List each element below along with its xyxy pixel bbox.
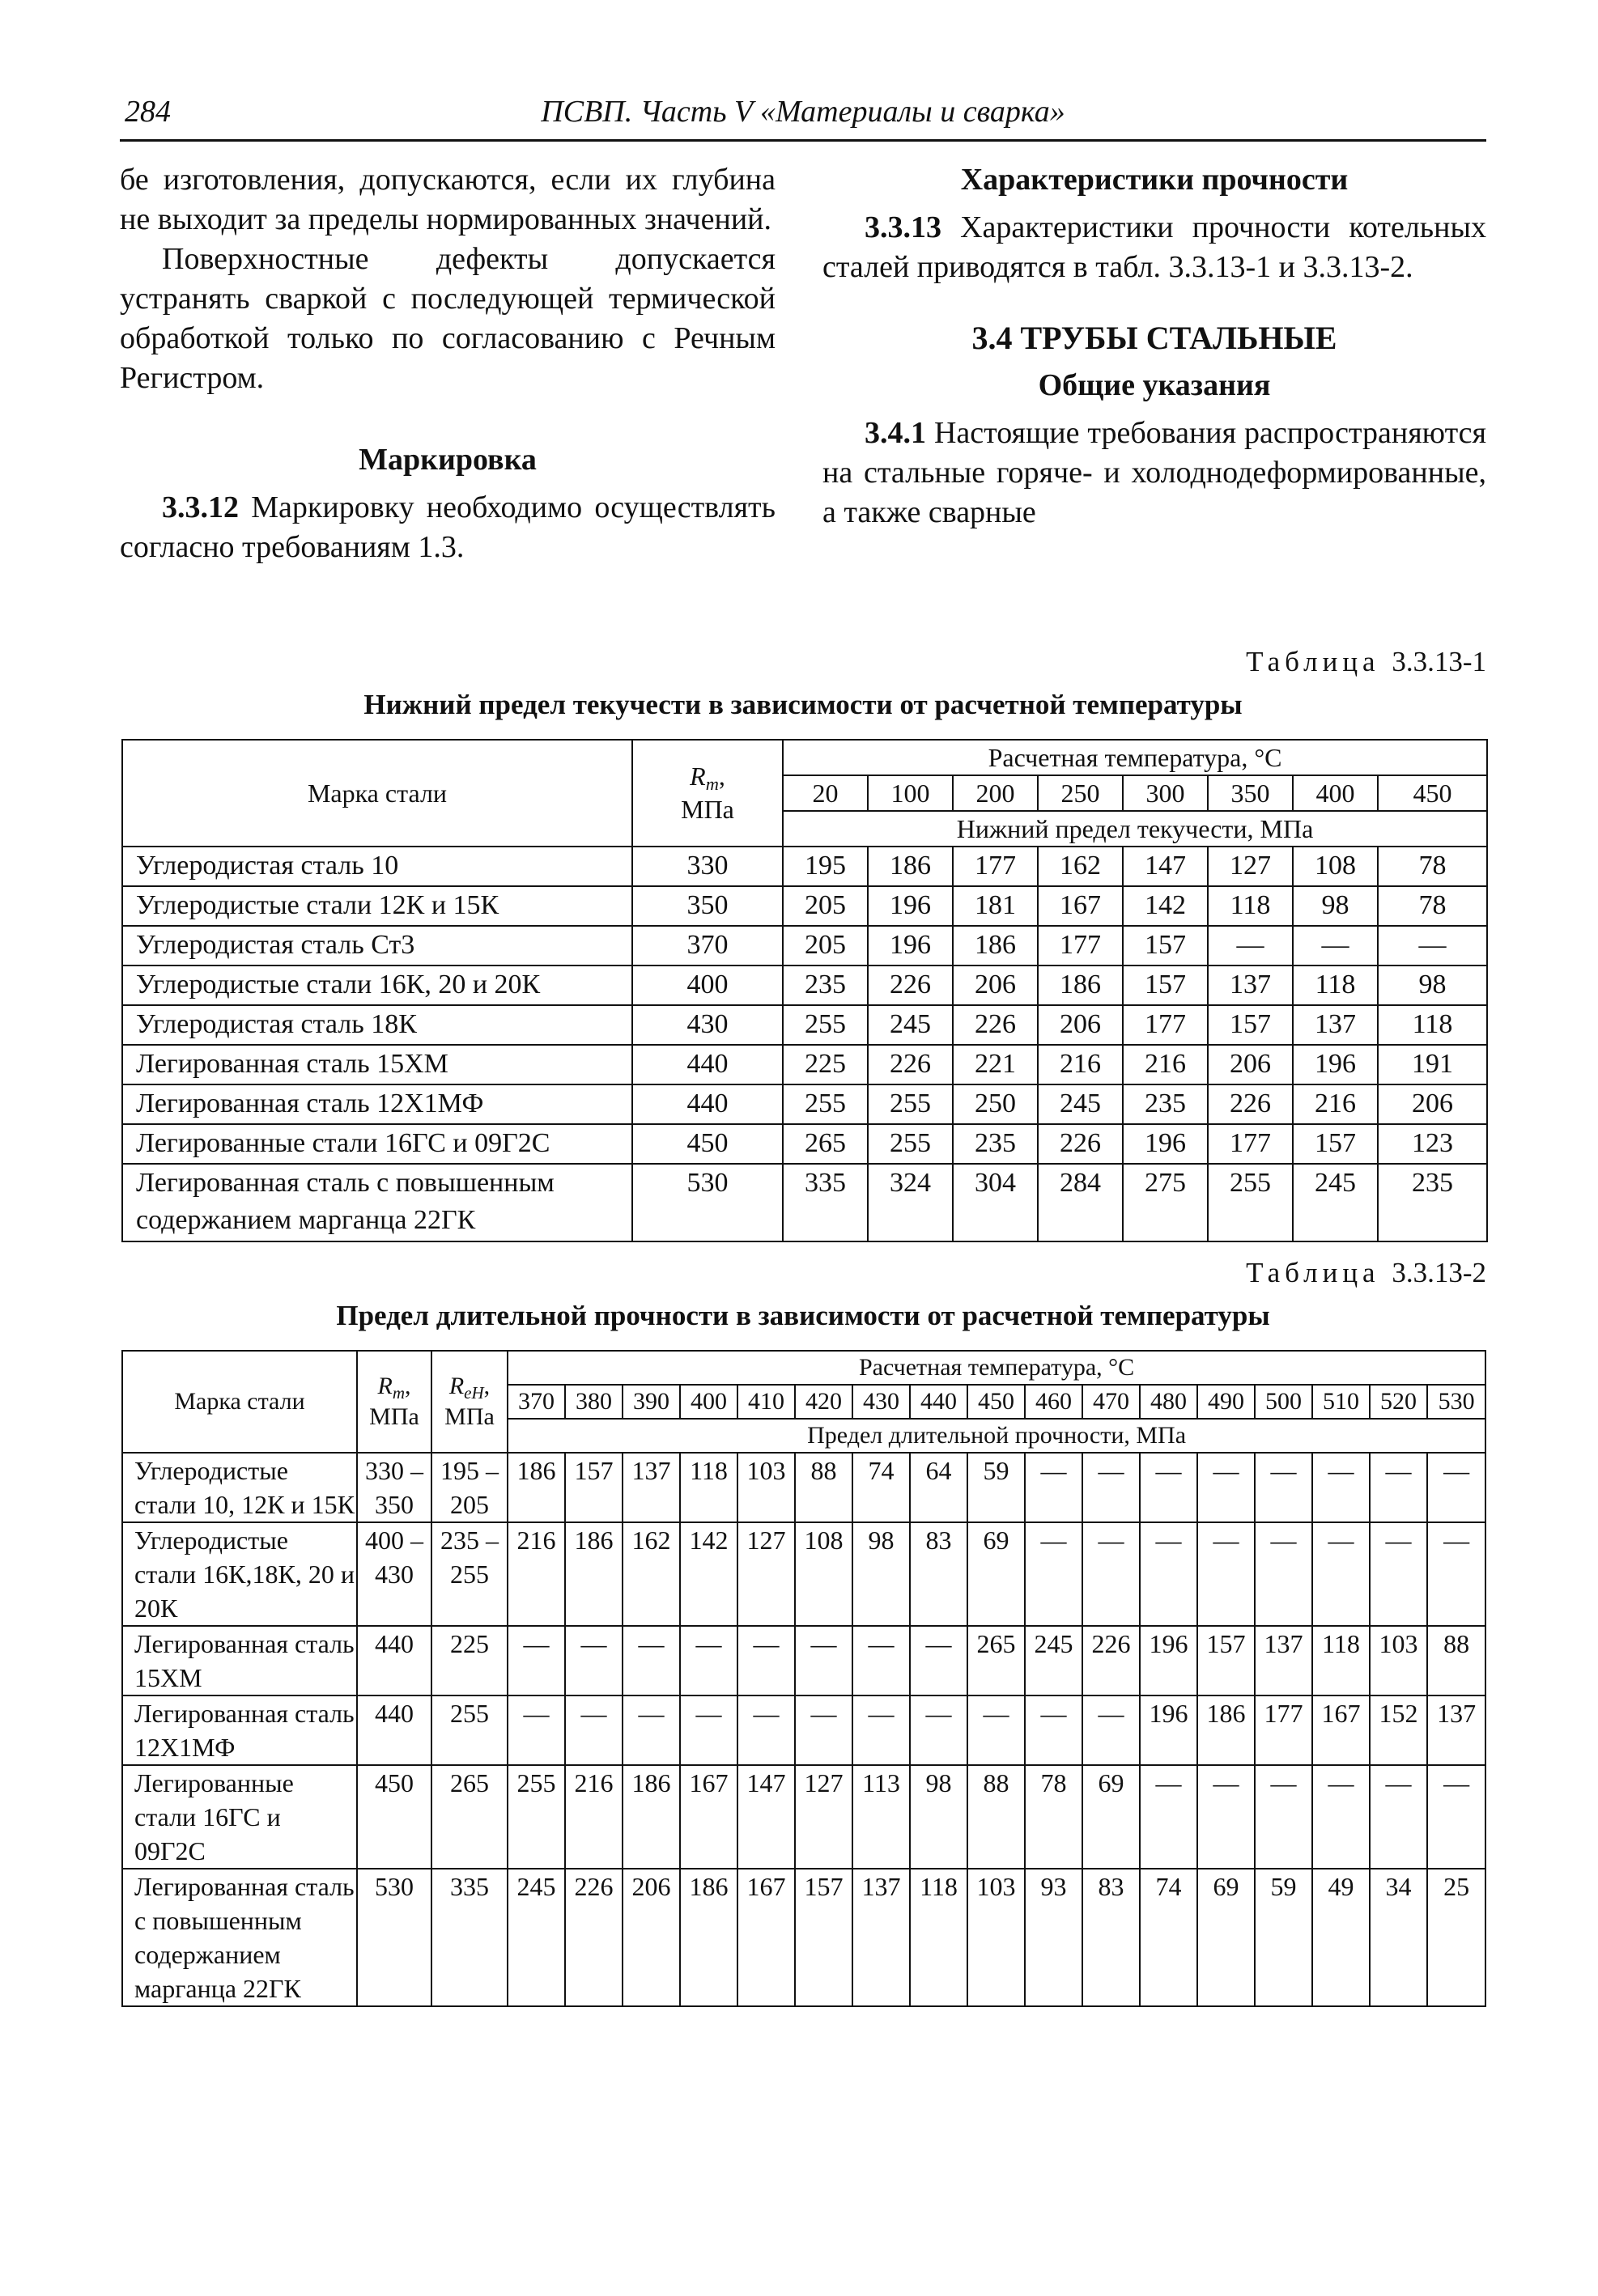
value-cell: 103 [737,1453,795,1522]
value-cell: 93 [1025,1869,1082,2006]
value-cell: 186 [953,926,1038,966]
left-column [120,160,776,567]
value-cell: — [1370,1765,1427,1869]
value-cell: — [1140,1765,1197,1869]
table-row [122,1869,1485,2006]
value-cell: 177 [1123,1005,1208,1045]
value-cell: 196 [868,886,953,926]
value-cell: — [1025,1453,1082,1522]
paragraph [822,414,1486,533]
temperature-header: 400 [1293,775,1378,811]
paragraph-text: Настоящие требования распространяются на стальные горяче- и холоднодеформированные, а также сварные [822,416,1486,529]
value-cell: 127 [737,1522,795,1626]
value-cell: — [795,1695,852,1765]
paragraph [822,208,1486,287]
steel-grade-cell: Легированная сталь с повышенным содержанием марганца 22ГК [122,1869,357,2006]
value-cell: 64 [910,1453,967,1522]
value-cell: 59 [967,1453,1025,1522]
value-cell: — [1082,1522,1140,1626]
value-cell: 284 [1038,1164,1123,1241]
rm-cell: 370 [632,926,783,966]
value-cell: 226 [868,966,953,1005]
value-cell: 83 [910,1522,967,1626]
rm-cell: 530 [357,1869,431,2006]
steel-grade-cell: Легированные стали 16ГС и 09Г2С [122,1124,632,1164]
value-cell: — [1312,1765,1370,1869]
value-cell: 137 [852,1869,910,2006]
table-row [122,847,1487,886]
temperature-header: 300 [1123,775,1208,811]
rm-cell: 350 [632,886,783,926]
temperature-header: 500 [1255,1385,1312,1419]
value-cell: — [910,1695,967,1765]
value-cell: 255 [868,1124,953,1164]
value-cell: 162 [1038,847,1123,886]
value-cell: — [1378,926,1487,966]
value-cell: 69 [1082,1765,1140,1869]
rm-cell: 450 [357,1765,431,1869]
paragraph-text: Маркировку необходимо осуществлять согласно требованиям 1.3. [120,490,776,564]
value-cell: 167 [680,1765,737,1869]
table-row [122,1005,1487,1045]
value-cell: 167 [1312,1695,1370,1765]
value-cell: — [1427,1453,1485,1522]
value-cell: 245 [1025,1626,1082,1695]
steel-grade-cell: Легированная сталь 12Х1МФ [122,1695,357,1765]
value-cell: 98 [852,1522,910,1626]
value-cell: — [1255,1453,1312,1522]
rm-cell: 400 – 430 [357,1522,431,1626]
value-cell: — [1293,926,1378,966]
temperature-header: 200 [953,775,1038,811]
rm-cell: 330 – 350 [357,1453,431,1522]
column-header-yield: Нижний предел текучести, МПа [783,811,1487,847]
column-header-rm: $R_m$, МПа [632,740,783,847]
value-cell: 216 [565,1765,623,1869]
temperature-header: 470 [1082,1385,1140,1419]
table-body [122,1453,1485,2006]
temperature-header: 390 [623,1385,680,1419]
rm-cell: 530 [632,1164,783,1241]
value-cell: — [1025,1695,1082,1765]
value-cell: 78 [1025,1765,1082,1869]
value-cell: 226 [868,1045,953,1084]
value-cell: — [680,1626,737,1695]
rm-cell: 430 [632,1005,783,1045]
value-cell: — [1370,1453,1427,1522]
value-cell: — [1255,1765,1312,1869]
value-cell: 69 [1197,1869,1255,2006]
value-cell: 206 [1378,1084,1487,1124]
value-cell: 59 [1255,1869,1312,2006]
value-cell: 157 [1123,966,1208,1005]
value-cell: — [1370,1522,1427,1626]
value-cell: 255 [508,1765,565,1869]
value-cell: 226 [1082,1626,1140,1695]
value-cell: — [680,1695,737,1765]
value-cell: 137 [1255,1626,1312,1695]
column-header-grade: Марка стали [122,740,632,847]
value-cell: 123 [1378,1124,1487,1164]
value-cell: — [1208,926,1293,966]
section-heading: Маркировка [359,443,537,477]
table-row [122,966,1487,1005]
value-cell: — [1025,1522,1082,1626]
value-cell: — [1197,1453,1255,1522]
table-row [122,886,1487,926]
value-cell: 255 [783,1005,868,1045]
table-body [122,847,1487,1241]
reh-cell: 255 [431,1695,508,1765]
table-row [122,1522,1485,1626]
value-cell: 265 [967,1626,1025,1695]
value-cell: 98 [1293,886,1378,926]
reh-cell: 225 [431,1626,508,1695]
value-cell: 157 [565,1453,623,1522]
value-cell: 137 [1293,1005,1378,1045]
value-cell: 250 [953,1084,1038,1124]
rm-cell: 440 [357,1695,431,1765]
value-cell: 195 [783,847,868,886]
value-cell: 118 [1293,966,1378,1005]
value-cell: 167 [1038,886,1123,926]
value-cell: 157 [1123,926,1208,966]
table-row [122,1164,1487,1241]
value-cell: — [623,1695,680,1765]
value-cell: 196 [868,926,953,966]
value-cell: 181 [953,886,1038,926]
value-cell: 245 [1293,1164,1378,1241]
temperature-header: 480 [1140,1385,1197,1419]
value-cell: 186 [1038,966,1123,1005]
value-cell: — [852,1695,910,1765]
table-label [1246,1257,1486,1289]
column-header-grade: Марка стали [122,1351,357,1453]
rm-cell: 330 [632,847,783,886]
value-cell: — [1427,1522,1485,1626]
value-cell: 108 [795,1522,852,1626]
steel-grade-cell: Легированные стали 16ГС и 09Г2С [122,1765,357,1869]
value-cell: 216 [1123,1045,1208,1084]
steel-grade-cell: Углеродистая сталь 18К [122,1005,632,1045]
table-row [122,1453,1485,1522]
column-header-reh: $R_{eH}$, МПа [431,1351,508,1453]
value-cell: 162 [623,1522,680,1626]
value-cell: 118 [1312,1626,1370,1695]
value-cell: 324 [868,1164,953,1241]
rm-cell: 440 [632,1084,783,1124]
value-cell: 142 [680,1522,737,1626]
temperature-header: 400 [680,1385,737,1419]
table-row [122,1124,1487,1164]
temperature-header: 20 [783,775,868,811]
table-row [122,1045,1487,1084]
value-cell: — [737,1626,795,1695]
column-header-rm: $R_m$, МПа [357,1351,431,1453]
value-cell: 186 [508,1453,565,1522]
value-cell: 206 [953,966,1038,1005]
value-cell: — [737,1695,795,1765]
value-cell: 108 [1293,847,1378,886]
table-label-number: 3.3.13-2 [1392,1257,1486,1288]
value-cell: 137 [623,1453,680,1522]
value-cell: 83 [1082,1869,1140,2006]
value-cell: — [623,1626,680,1695]
temperature-header: 250 [1038,775,1123,811]
value-cell: 88 [1427,1626,1485,1695]
steel-grade-cell: Легированная сталь 15ХМ [122,1045,632,1084]
table-label [1246,646,1486,678]
value-cell: 147 [1123,847,1208,886]
value-cell: — [565,1626,623,1695]
value-cell: — [1312,1453,1370,1522]
table-caption: Нижний предел текучести в зависимости от расчетной температуры [363,689,1243,720]
value-cell: — [1197,1522,1255,1626]
value-cell: 206 [1038,1005,1123,1045]
temperature-header: 520 [1370,1385,1427,1419]
steel-grade-cell: Легированная сталь с повышенным содержанием марганца 22ГК [122,1164,632,1241]
column-header-strength: Предел длительной прочности, МПа [508,1419,1485,1453]
value-cell: 221 [953,1045,1038,1084]
value-cell: 226 [953,1005,1038,1045]
value-cell: 196 [1140,1626,1197,1695]
table-label-word: Таблица [1246,1257,1380,1288]
value-cell: 206 [1208,1045,1293,1084]
value-cell: 255 [868,1084,953,1124]
value-cell: 216 [1293,1084,1378,1124]
value-cell: 255 [1208,1164,1293,1241]
clause-number: 3.3.13 [865,210,941,244]
temperature-header: 490 [1197,1385,1255,1419]
value-cell: 245 [508,1869,565,2006]
value-cell: 235 [1123,1084,1208,1124]
reh-cell: 265 [431,1765,508,1869]
right-column [822,160,1486,533]
section-heading: Характеристики прочности [960,163,1349,197]
value-cell: 167 [737,1869,795,2006]
value-cell: 74 [852,1453,910,1522]
value-cell: 118 [1378,1005,1487,1045]
rm-cell: 400 [632,966,783,1005]
value-cell: 152 [1370,1695,1427,1765]
value-cell: 226 [1038,1124,1123,1164]
value-cell: 142 [1123,886,1208,926]
steel-grade-cell: Углеродистые стали 16К,18К, 20 и 20К [122,1522,357,1626]
value-cell: 137 [1427,1695,1485,1765]
table-row [122,1626,1485,1695]
value-cell: — [910,1626,967,1695]
value-cell: 49 [1312,1869,1370,2006]
value-cell: — [1312,1522,1370,1626]
value-cell: 177 [1255,1695,1312,1765]
value-cell: — [1140,1453,1197,1522]
value-cell: 98 [1378,966,1487,1005]
value-cell: 206 [623,1869,680,2006]
value-cell: 205 [783,886,868,926]
reh-cell: 235 – 255 [431,1522,508,1626]
clause-number: 3.4.1 [865,416,926,450]
value-cell: — [508,1695,565,1765]
value-cell: — [1082,1695,1140,1765]
temperature-header: 350 [1208,775,1293,811]
value-cell: 216 [1038,1045,1123,1084]
rm-cell: 450 [632,1124,783,1164]
value-cell: 186 [1197,1695,1255,1765]
steel-grade-cell: Легированная сталь 15ХМ [122,1626,357,1695]
value-cell: — [1197,1765,1255,1869]
table-row [122,1084,1487,1124]
value-cell: 78 [1378,886,1487,926]
value-cell: 186 [623,1765,680,1869]
value-cell: 118 [680,1453,737,1522]
table-row [122,1765,1485,1869]
value-cell: 157 [1197,1626,1255,1695]
yield-strength-table [121,739,1488,1242]
clause-number: 3.3.12 [162,490,239,524]
value-cell: 335 [783,1164,868,1241]
value-cell: 255 [783,1084,868,1124]
table-label-word: Таблица [1246,646,1380,677]
temperature-header: 510 [1312,1385,1370,1419]
temperature-header: 450 [1378,775,1487,811]
running-title: ПСВП. Часть V «Материалы и сварка» [541,95,1065,129]
value-cell: 235 [1378,1164,1487,1241]
value-cell: 157 [795,1869,852,2006]
value-cell: — [967,1695,1025,1765]
value-cell: 196 [1293,1045,1378,1084]
temperature-header: 410 [737,1385,795,1419]
steel-grade-cell: Углеродистые стали 16К, 20 и 20К [122,966,632,1005]
temperature-header: 530 [1427,1385,1485,1419]
value-cell: — [795,1626,852,1695]
value-cell: 177 [1038,926,1123,966]
value-cell: 225 [783,1045,868,1084]
temperature-header: 100 [868,775,953,811]
value-cell: 34 [1370,1869,1427,2006]
value-cell: — [1255,1522,1312,1626]
value-cell: 177 [953,847,1038,886]
chapter-title: 3.4 ТРУБЫ СТАЛЬНЫЕ [971,320,1337,356]
value-cell: — [1427,1765,1485,1869]
column-header-temperature: Расчетная температура, °С [508,1351,1485,1385]
value-cell: 265 [783,1124,868,1164]
value-cell: 226 [565,1869,623,2006]
paragraph: бе изготовления, допускаются, если их глубина не выходит за пределы нормированных значений. [120,163,776,236]
long-term-strength-table [121,1350,1486,2007]
table-caption: Предел длительной прочности в зависимости от расчетной температуры [336,1300,1270,1331]
value-cell: — [1082,1453,1140,1522]
steel-grade-cell: Углеродистая сталь 10 [122,847,632,886]
value-cell: 127 [795,1765,852,1869]
value-cell: 186 [868,847,953,886]
value-cell: 25 [1427,1869,1485,2006]
value-cell: — [852,1626,910,1695]
temperature-header: 430 [852,1385,910,1419]
value-cell: 157 [1208,1005,1293,1045]
section-heading: Общие указания [1038,368,1271,402]
value-cell: 98 [910,1765,967,1869]
value-cell: 205 [783,926,868,966]
reh-cell: 335 [431,1869,508,2006]
value-cell: 304 [953,1164,1038,1241]
steel-grade-cell: Углеродистая сталь Ст3 [122,926,632,966]
value-cell: 191 [1378,1045,1487,1084]
rm-cell: 440 [632,1045,783,1084]
reh-cell: 195 – 205 [431,1453,508,1522]
value-cell: 118 [910,1869,967,2006]
value-cell: 78 [1378,847,1487,886]
value-cell: 235 [783,966,868,1005]
temperature-header: 370 [508,1385,565,1419]
value-cell: 88 [795,1453,852,1522]
value-cell: — [1140,1522,1197,1626]
value-cell: 186 [680,1869,737,2006]
value-cell: 137 [1208,966,1293,1005]
value-cell: 196 [1123,1124,1208,1164]
page-number: 284 [125,95,171,129]
steel-grade-cell: Легированная сталь 12Х1МФ [122,1084,632,1124]
paragraph-text: Характеристики прочности котельных сталей приводятся в табл. 3.3.13-1 и 3.3.13-2. [822,210,1486,284]
temperature-header: 380 [565,1385,623,1419]
table-label-number: 3.3.13-1 [1392,646,1486,677]
column-header-temperature: Расчетная температура, °С [783,740,1487,775]
paragraph [120,488,776,567]
value-cell: 88 [967,1765,1025,1869]
value-cell: 157 [1293,1124,1378,1164]
table-row [122,926,1487,966]
running-header [120,89,1486,142]
value-cell: — [565,1695,623,1765]
value-cell: 245 [868,1005,953,1045]
value-cell: 69 [967,1522,1025,1626]
value-cell: 103 [967,1869,1025,2006]
value-cell: 196 [1140,1695,1197,1765]
rm-cell: 440 [357,1626,431,1695]
value-cell: 186 [565,1522,623,1626]
temperature-header: 450 [967,1385,1025,1419]
value-cell: 74 [1140,1869,1197,2006]
value-cell: 127 [1208,847,1293,886]
value-cell: 113 [852,1765,910,1869]
temperature-header: 420 [795,1385,852,1419]
value-cell: 103 [1370,1626,1427,1695]
steel-grade-cell: Углеродистые стали 12К и 15К [122,886,632,926]
value-cell: 245 [1038,1084,1123,1124]
temperature-header: 440 [910,1385,967,1419]
value-cell: 147 [737,1765,795,1869]
value-cell: 235 [953,1124,1038,1164]
value-cell: — [508,1626,565,1695]
paragraph: Поверхностные дефекты допускается устранять сваркой с последующей термической обработкой только по согласованию с Речным Регистром. [120,242,776,395]
value-cell: 118 [1208,886,1293,926]
steel-grade-cell: Углеродистые стали 10, 12К и 15К [122,1453,357,1522]
value-cell: 275 [1123,1164,1208,1241]
value-cell: 226 [1208,1084,1293,1124]
temperature-header: 460 [1025,1385,1082,1419]
table-row [122,1695,1485,1765]
value-cell: 177 [1208,1124,1293,1164]
value-cell: 216 [508,1522,565,1626]
